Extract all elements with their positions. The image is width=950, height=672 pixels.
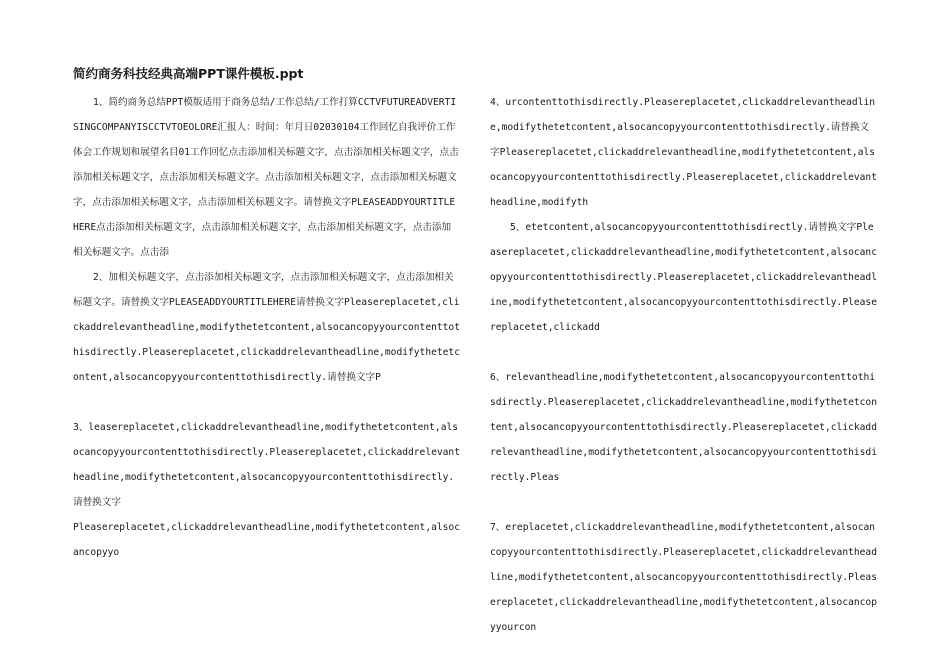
paragraph-4: 4、urcontenttothisdirectly.Pleasereplacetet,clickaddrelevantheadline,modifythetetcontent,alsocancopyyourcontenttothisdirectly.请替换文字Pleasereplacetet,clickaddrelevantheadline,modifythetetcontent,alsocancopyyourcontenttothisdirectly.Pleasereplacetet,clickaddrelevantheadline,modifyth: [490, 97, 877, 208]
right-column: [490, 90, 877, 640]
paragraph-3-continuation: Pleasereplacetet,clickaddrelevantheadline,modifythetetcontent,alsocancopyyo: [73, 522, 460, 558]
paragraph-2: 2、加相关标题文字，点击添加相关标题文字，点击添加相关标题文字，点击添加相关标题文字。请替换文字PLEASEADDYOURTITLEHERE请替换文字Pleasereplacetet,clickaddrelevantheadline,modifythetetcontent,alsocancopyyourcontenttothisdirectly.Pleasereplacetet,clickaddrelevantheadline,modifythetetcontent,alsocancopyyourcontenttothisdirectly.请替换文字P: [73, 272, 460, 383]
paragraph-6: 6、relevantheadline,modifythetetcontent,alsocancopyyourcontenttothisdirectly.Pleasereplacetet,clickaddrelevantheadline,modifythetetcontent,alsocancopyyourcontenttothisdirectly.Pleasereplacetet,clickaddrelevantheadline,modifythetetcontent,alsocancopyyourcontenttothisdirectly.Pleas: [490, 372, 877, 483]
paragraph-7: 7、ereplacetet,clickaddrelevantheadline,modifythetetcontent,alsocancopyyourcontenttothisdirectly.Pleasereplacetet,clickaddrelevantheadline,modifythetetcontent,alsocancopyyourcontenttothisdirectly.Pleasereplacetet,clickaddrelevantheadline,modifythetetcontent,alsocancopyyourcon: [490, 522, 877, 633]
paragraph-5: 5、etetcontent,alsocancopyyourcontenttothisdirectly.请替换文字Pleasereplacetet,clickaddrelevantheadline,modifythetetcontent,alsocancopyyourcontenttothisdirectly.Pleasereplacetet,clickaddrelevantheadline,modifythetetcontent,alsocancopyyourcontenttothisdirectly.Pleasereplacetet,clickadd: [490, 222, 877, 333]
document-title: 简约商务科技经典高端PPT课件模板.ppt: [73, 66, 304, 81]
left-column: [73, 90, 460, 565]
paragraph-1: 1、简约商务总结PPT模版适用于商务总结/工作总结/工作打算CCTVFUTUREADVERTISINGCOMPANYISCCTVTOEOLORE汇报人：时间：年月日02030104工作回忆自我评价工作体会工作规划和展望名目01工作回忆点击添加相关标题文字，点击添加相关标题文字，点击添加相关标题文字，点击添加相关标题文字。点击添加相关标题文字，点击添加相关标题文字，点击添加相关标题文字，点击添加相关标题文字。请替换文字PLEASEADDYOURTITLEHERE点击添加相关标题文字，点击添加相关标题文字，点击添加相关标题文字，点击添加相关标题文字。点击添: [73, 97, 459, 258]
paragraph-3: 3、leasereplacetet,clickaddrelevantheadline,modifythetetcontent,alsocancopyyourcontenttothisdirectly.Pleasereplacetet,clickaddrelevantheadline,modifythetetcontent,alsocancopyyourcontenttothisdirectly.请替换文字: [73, 422, 460, 508]
